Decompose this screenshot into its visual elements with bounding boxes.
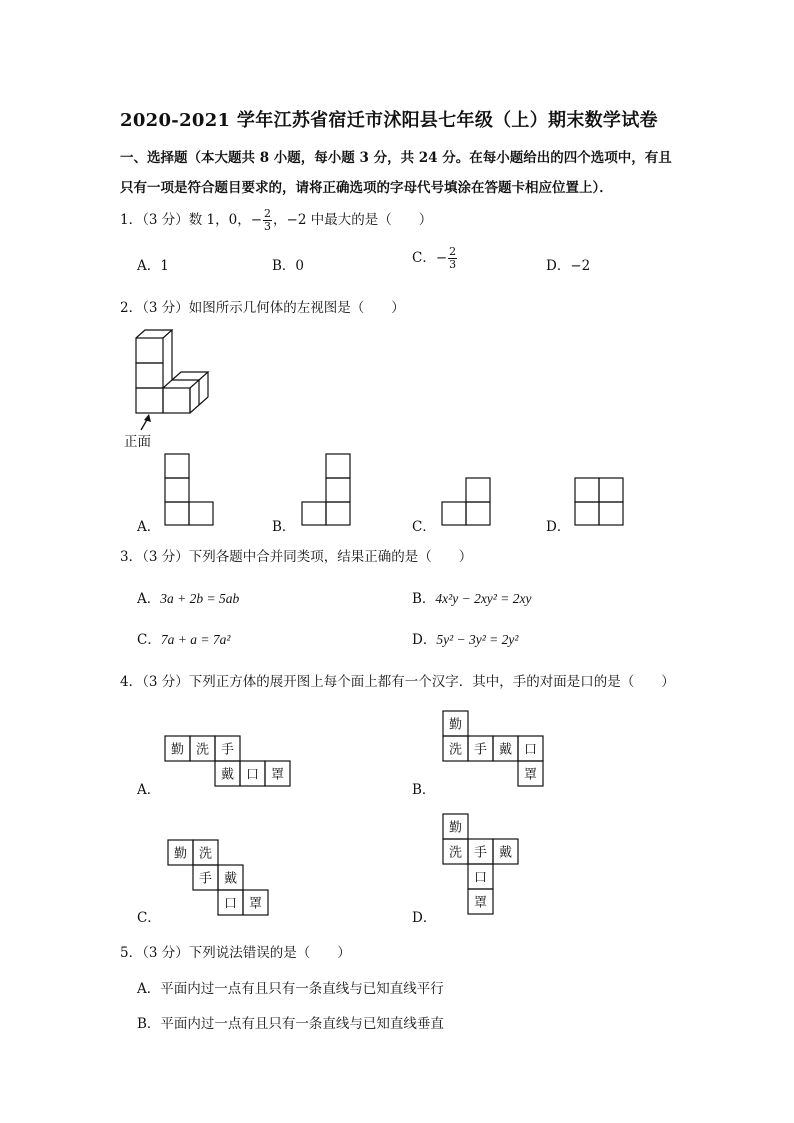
q2-option-d: D．	[546, 519, 571, 535]
q4-option-d: D．	[412, 910, 437, 926]
q3-c-expr: 7a + a = 7a²	[160, 632, 231, 647]
q1-option-b: B．0	[272, 258, 305, 274]
question-3-stem: 3．（3 分）下列各题中合并同类项，结果正确的是（ ）	[120, 549, 473, 565]
q2-option-b: B．	[272, 519, 296, 535]
q4-option-c: C．	[137, 910, 161, 926]
q4-net-d-char-zhao: 罩	[473, 895, 488, 911]
q4-net-c-char-zhao: 罩	[248, 896, 263, 912]
q4-net-b-char-shou: 手	[473, 742, 488, 758]
q4-net-a-char-zhao: 罩	[270, 767, 285, 783]
q4-net-d-char-dai: 戴	[498, 845, 513, 861]
q4-option-a: A．	[137, 782, 161, 798]
q4-net-b-char-qin: 勤	[448, 717, 463, 733]
question-5-stem: 5．（3 分）下列说法错误的是（ ）	[120, 945, 351, 961]
q4-net-d-char-kou: 口	[473, 870, 488, 886]
q1-option-a: A．1	[137, 258, 169, 274]
q4-net-d-char-xi: 洗	[448, 845, 463, 861]
q4-net-a	[165, 736, 290, 786]
q2-option-a: A．	[137, 519, 161, 535]
q1-stem-post: ，−2 中最大的是（ ）	[273, 212, 433, 228]
q4-net-a-char-shou: 手	[220, 742, 235, 758]
q3-c-label: C．	[137, 632, 161, 648]
q4-net-d-char-shou: 手	[473, 845, 488, 861]
q4-net-c-char-xi: 洗	[198, 846, 213, 862]
q3-d-label: D．	[412, 632, 437, 648]
q4-net-b	[443, 711, 543, 786]
q1-frac-num: 2	[264, 207, 272, 220]
q4-option-b: B．	[412, 782, 436, 798]
q2-front-label: 正面	[124, 434, 151, 450]
q4-net-c-char-kou: 口	[223, 896, 238, 912]
q4-net-c-char-shou: 手	[198, 871, 213, 887]
q5-option-a: A．平面内过一点有且只有一条直线与已知直线平行	[137, 981, 444, 997]
q4-net-b-char-xi: 洗	[448, 742, 463, 758]
q4-net-b-char-dai: 戴	[498, 742, 513, 758]
question-2-stem: 2．（3 分）如图所示几何体的左视图是（ ）	[120, 300, 405, 316]
q4-net-a-char-qin: 勤	[170, 742, 185, 758]
q4-net-b-char-kou: 口	[523, 742, 538, 758]
q4-net-a-char-dai: 戴	[220, 767, 235, 783]
q4-net-c	[168, 840, 268, 915]
q1-frac-den: 3	[264, 220, 272, 233]
q1-stem-pre: 1．（3 分）数 1，0，−	[120, 212, 263, 228]
q1-option-d: D．−2	[546, 258, 591, 274]
page-title: 2020-2021 学年江苏省宿迁市沭阳县七年级（上）期末数学试卷	[120, 110, 658, 131]
q5-option-b: B．平面内过一点有且只有一条直线与已知直线垂直	[137, 1016, 444, 1032]
q3-a-expr: 3a + 2b = 5ab	[160, 591, 240, 606]
question-4-stem: 4．（3 分）下列正方体的展开图上每个面上都有一个汉字．其中，手的对面是口的是（ ）	[120, 674, 675, 690]
q4-net-c-char-dai: 戴	[223, 871, 238, 887]
q4-net-a-char-xi: 洗	[195, 742, 210, 758]
q4-net-c-char-qin: 勤	[173, 846, 188, 862]
section-instructions-line2: 只有一项是符合题目要求的，请将正确选项的字母代号填涂在答题卡相应位置上）．	[120, 180, 613, 196]
q3-d-expr: 5y² − 3y² = 2y²	[436, 632, 519, 647]
q3-b-expr: 4x²y − 2xy² = 2xy	[435, 591, 532, 606]
q2-option-c: C．	[412, 519, 436, 535]
q1-option-c-pre: C．−	[412, 250, 448, 266]
q4-net-a-char-kou: 口	[245, 767, 260, 783]
q3-b-label: B．	[412, 591, 436, 607]
q1-c-frac-den: 3	[449, 258, 457, 271]
q4-net-b-char-zhao: 罩	[523, 767, 538, 783]
section-instructions-line1: 一、选择题（本大题共 8 小题，每小题 3 分，共 24 分。在每小题给出的四个选项中，有且	[120, 150, 672, 166]
q4-net-d-char-qin: 勤	[448, 820, 463, 836]
q4-net-d	[443, 814, 518, 914]
q1-c-frac-num: 2	[449, 245, 457, 258]
q3-a-label: A．	[137, 591, 161, 607]
